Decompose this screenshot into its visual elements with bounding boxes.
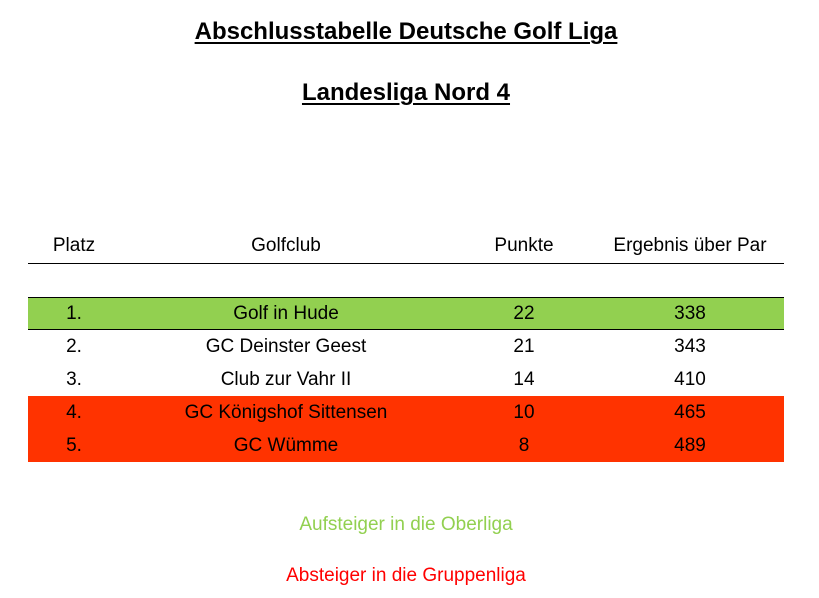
table-row bbox=[28, 396, 784, 429]
table-header-row bbox=[28, 228, 784, 264]
table-spacer bbox=[28, 264, 784, 297]
cell-golfclub: Golf in Hude bbox=[233, 303, 339, 324]
legend-promoted: Aufsteiger in die Oberliga bbox=[299, 514, 513, 535]
cell-punkte: 21 bbox=[513, 336, 535, 357]
cell-ergebnis: 410 bbox=[674, 369, 706, 390]
header-punkte: Punkte bbox=[494, 235, 554, 256]
header-ergebnis: Ergebnis über Par bbox=[613, 235, 767, 256]
cell-punkte: 10 bbox=[513, 402, 535, 423]
cell-platz: 2. bbox=[66, 336, 82, 357]
cell-platz: 4. bbox=[66, 402, 82, 423]
table-body bbox=[28, 297, 784, 462]
cell-punkte: 8 bbox=[518, 435, 530, 456]
cell-platz: 5. bbox=[66, 435, 82, 456]
table-row bbox=[28, 363, 784, 396]
cell-ergebnis: 338 bbox=[674, 303, 706, 324]
header-golfclub: Golfclub bbox=[251, 235, 321, 256]
table-row bbox=[28, 330, 784, 363]
cell-platz: 1. bbox=[66, 303, 82, 324]
table-row bbox=[28, 297, 784, 330]
page-title: Abschlusstabelle Deutsche Golf Liga bbox=[194, 18, 618, 45]
cell-golfclub: GC Wümme bbox=[233, 435, 339, 456]
cell-golfclub: GC Königshof Sittensen bbox=[184, 402, 388, 423]
header-platz: Platz bbox=[52, 235, 96, 256]
cell-punkte: 22 bbox=[513, 303, 535, 324]
cell-ergebnis: 489 bbox=[674, 435, 706, 456]
cell-golfclub: GC Deinster Geest bbox=[205, 336, 367, 357]
legend-relegated: Absteiger in die Gruppenliga bbox=[286, 565, 526, 586]
table-row bbox=[28, 429, 784, 462]
standings-table bbox=[28, 228, 784, 462]
cell-punkte: 14 bbox=[513, 369, 535, 390]
league-subtitle: Landesliga Nord 4 bbox=[301, 79, 511, 106]
cell-platz: 3. bbox=[66, 369, 82, 390]
cell-ergebnis: 465 bbox=[674, 402, 706, 423]
cell-ergebnis: 343 bbox=[674, 336, 706, 357]
cell-golfclub: Club zur Vahr II bbox=[220, 369, 352, 390]
